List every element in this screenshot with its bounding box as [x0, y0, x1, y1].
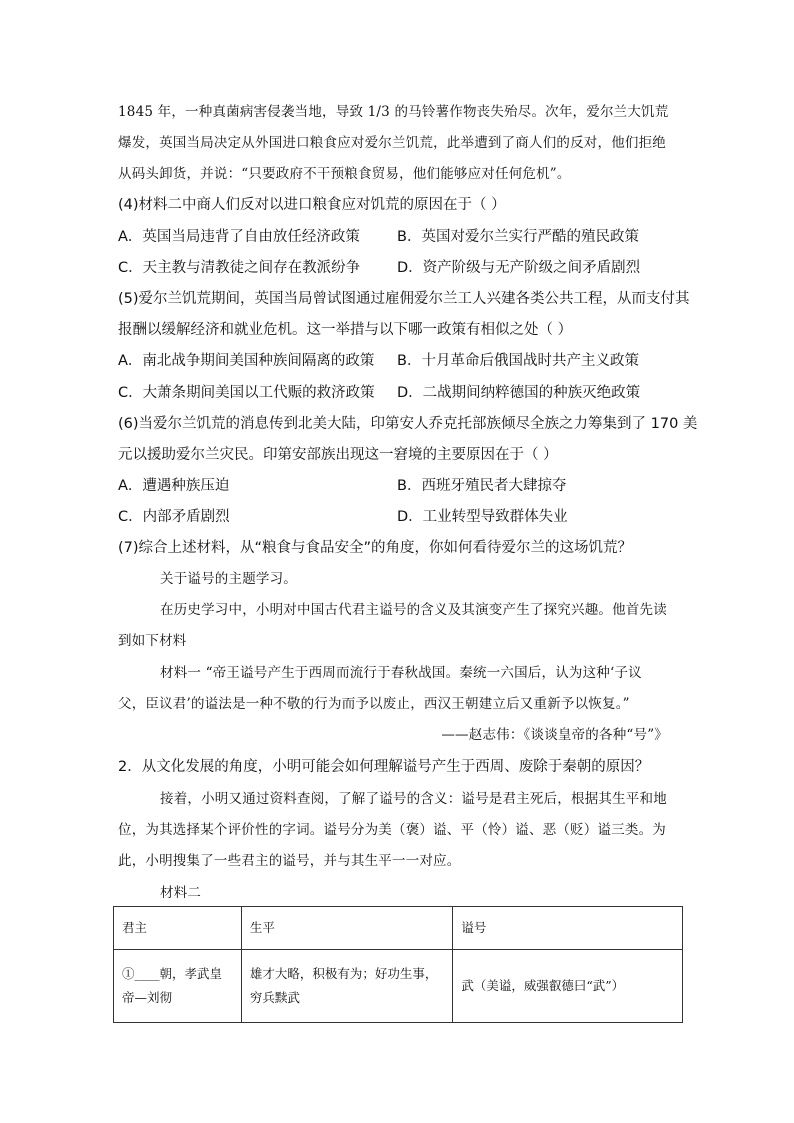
- question-5-stem-2: 报酬以缓解经济和就业危机。这一举措与以下哪一政策有相似之处（ ）: [118, 322, 573, 338]
- life-line-1: 雄才大略，积极有为；好功生事，: [249, 966, 438, 981]
- life-line-2: 穷兵黩武: [249, 990, 300, 1005]
- question-7-stem: (7)综合上述材料，从“粮食与食品安全”的角度，你如何看待爱尔兰的这场饥荒？: [118, 540, 633, 556]
- question-4-stem: (4)材料二中商人们反对以进口粮食应对饥荒的原因在于（ ）: [118, 197, 506, 213]
- ruler-line-1: ①____朝，孝武皇: [122, 966, 223, 981]
- passage-line-1: 1845 年，一种真菌病害侵袭当地，导致 1/3 的马铃薯作物丧失殆尽。次年，爱尔兰大饥荒: [118, 104, 669, 120]
- material-1-source: ——赵志伟：《谈谈皇帝的各种“号”》: [441, 727, 668, 743]
- question-6-stem-2: 元以援助爱尔兰灾民。印第安部族出现这一窘境的主要原因在于（ ）: [118, 447, 558, 463]
- theme-heading: 关于谥号的主题学习。: [160, 571, 297, 587]
- table-header-row: [114, 907, 683, 950]
- table-header-posthumous-title: 谥号: [453, 907, 683, 950]
- table-row: [114, 950, 683, 1023]
- continuation-line-3: 此，小明搜集了一些君主的谥号，并与其生平一一对应。: [118, 853, 461, 869]
- question-6-option-d: D．工业转型导致群体失业: [397, 509, 568, 525]
- intro-line-2: 到如下材料: [118, 633, 187, 649]
- question-5-option-b: B．十月革命后俄国战时共产主义政策: [397, 353, 639, 369]
- question-5-option-a: A．南北战争期间美国种族间隔离的政策: [118, 353, 375, 369]
- passage-line-3: 从码头卸货，并说：“只要政府不干预粮食贸易，他们能够应对任何危机”。: [118, 166, 571, 182]
- question-5-stem-1: (5)爱尔兰饥荒期间，英国当局曾试图通过雇佣爱尔兰工人兴建各类公共工程，从而支付其: [118, 291, 690, 307]
- table-cell-life: [241, 950, 453, 1023]
- question-5-option-d: D．二战期间纳粹德国的种族灭绝政策: [397, 385, 641, 401]
- question-2-stem: 2．从文化发展的角度，小明可能会如何理解谥号产生于西周、废除于秦朝的原因？: [118, 759, 650, 775]
- ruler-line-2: 帝—刘彻: [122, 990, 173, 1005]
- question-6-stem-1: (6)当爱尔兰饥荒的消息传到北美大陆，印第安人乔克托部族倾尽全族之力筹集到了 170 美: [118, 416, 698, 432]
- question-5-option-c: C．大萧条期间美国以工代赈的救济政策: [118, 385, 375, 401]
- material-2-label: 材料二: [160, 885, 202, 901]
- question-4-option-a: A．英国当局违背了自由放任经济政策: [118, 229, 360, 245]
- material-1-line-1: 材料一 “帝王谥号产生于西周而流行于春秋战国。秦统一六国后，认为这种‘子议: [160, 665, 642, 681]
- question-6-option-b: B．西班牙殖民者大肆掠夺: [397, 478, 567, 494]
- rulers-table: [113, 906, 683, 1023]
- question-4-option-b: B．英国对爱尔兰实行严酷的殖民政策: [397, 229, 639, 245]
- question-6-option-a: A．遭遇种族压迫: [118, 478, 230, 494]
- table-cell-ruler: [114, 950, 242, 1023]
- question-4-option-d: D．资产阶级与无产阶级之间矛盾剧烈: [397, 260, 641, 276]
- continuation-line-1: 接着，小明又通过资料查阅，了解了谥号的含义：谥号是君主死后，根据其生平和地: [160, 791, 667, 807]
- intro-line-1: 在历史学习中，小明对中国古代君主谥号的含义及其演变产生了探究兴趣。他首先读: [160, 602, 667, 618]
- table-header-ruler: 君主: [114, 907, 242, 950]
- table-cell-posthumous-title: 武（美谥，威强叡德曰“武”）: [453, 950, 683, 1023]
- table-header-life: 生平: [241, 907, 453, 950]
- question-6-option-c: C．内部矛盾剧烈: [118, 509, 230, 525]
- continuation-line-2: 位，为其选择某个评价性的字词。谥号分为美（褒）谥、平（怜）谥、恶（贬）谥三类。为: [118, 822, 666, 838]
- material-1-line-2: 父，臣议君’的谥法是一种不敬的行为而予以废止，西汉王朝建立后又重新予以恢复。”: [118, 696, 630, 712]
- passage-line-2: 爆发，英国当局决定从外国进口粮食应对爱尔兰饥荒，此举遭到了商人们的反对，他们拒绝: [118, 135, 666, 151]
- question-4-option-c: C．天主教与清教徒之间存在教派纷争: [118, 260, 361, 276]
